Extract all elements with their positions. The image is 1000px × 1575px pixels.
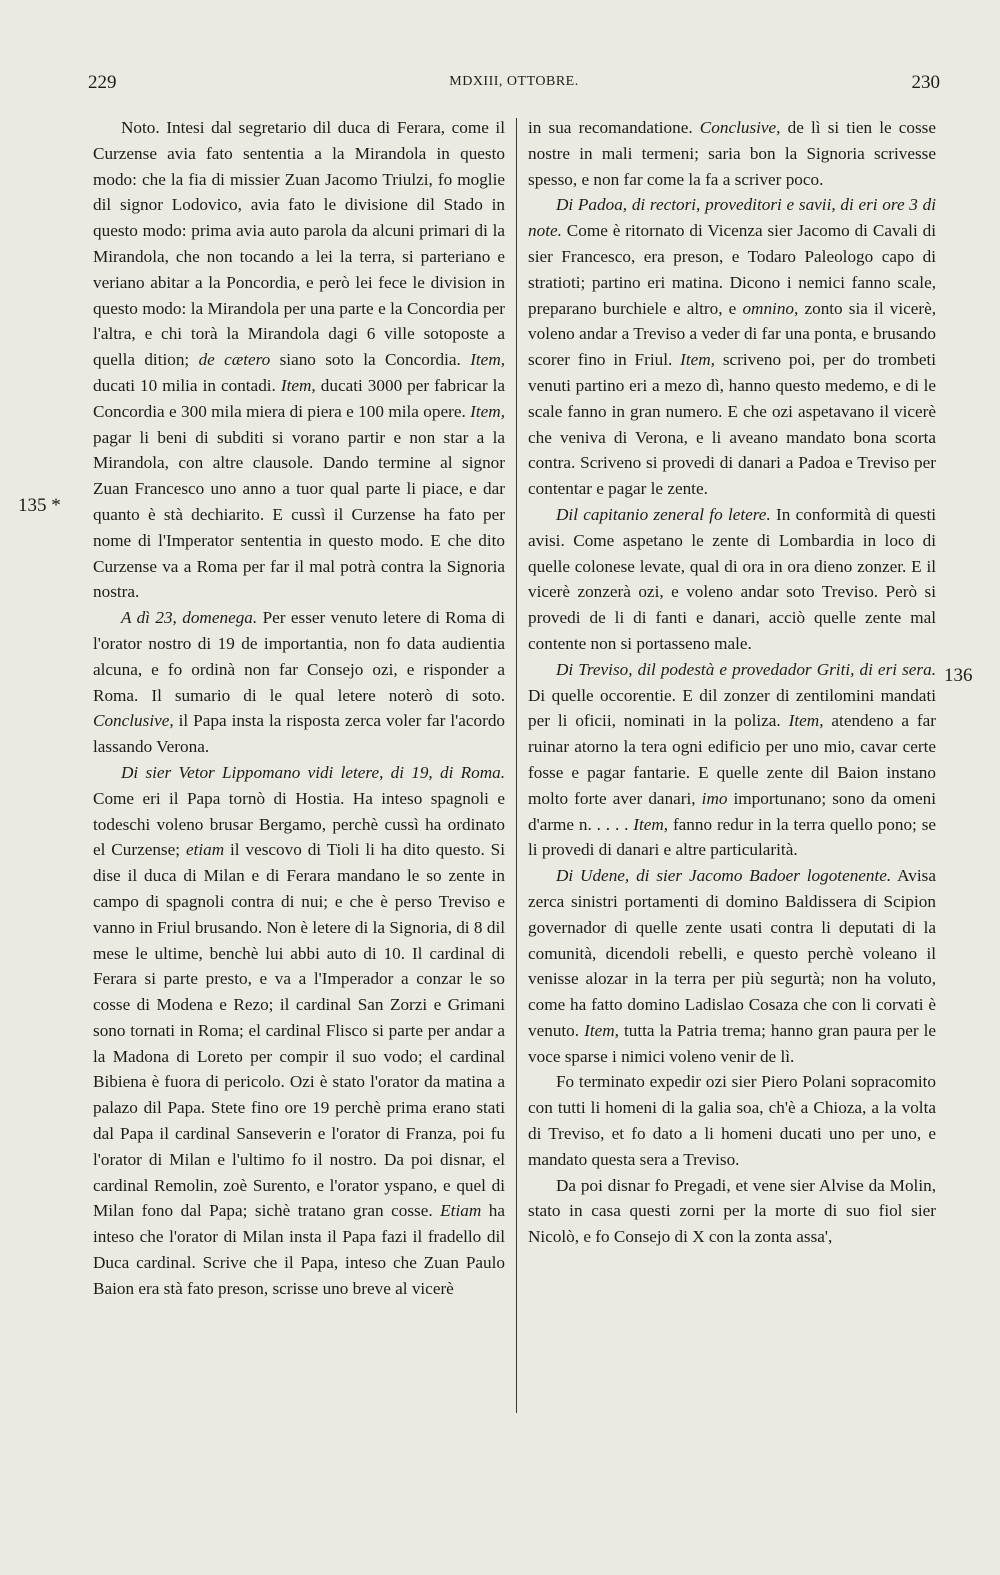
margin-note-right: 136 [944,665,973,686]
column-divider [516,118,517,1413]
right-column [528,115,936,1250]
paragraph: in sua recomandatione. Conclusive, de lì si tien le cosse nostre in mali termeni; saria bon la Signoria scrivesse spesso, e non far come la fa a scriver poco. [528,118,937,189]
running-title: MDXIII, OTTOBRE. [449,74,579,89]
paragraph: Dil capitanio zeneral fo letere. In conformità di questi avisi. Come aspetano le zente di Lombardia in loco di quelle colonese levate, qual di ora in ora dieno zonzer. E il vicerè zonzerà ozi, e voleno andar soto Treviso. Però si provedi de li di fanti e danari, acciò quelle zente mal contente non si portasseno male. [528,504,937,653]
paragraph: Da poi disnar fo Pregadi, et vene sier Alvise da Molin, stato in casa questi zorni per la morte di suo fiol sier Nicolò, e fo Consejo di X con la zonta assa', [528,1175,936,1247]
paragraph: Fo terminato expedir ozi sier Piero Polani sopracomito con tutti li homeni di la galia soa, ch'è a Chioza, a la volta di Treviso, et fo dato a li homeni ducati uno per uno, e mandato questa sera a Treviso. [528,1072,936,1169]
page-number-left: 229 [88,72,117,93]
margin-note-left: 135 * [18,495,61,516]
left-column [93,115,505,1302]
paragraph: Di Padoa, di rectori, proveditori e savii, di eri ore 3 di note. Come è ritornato di Vicenza sier Jacomo di Cavali di sier Francesco, era preson, e Todaro Paleologo capo di stratioti; partino eri matina. Dicono i nemici fanno scale, preparano burchiele e altro, e omnino, zonto sia il vicerè, voleno andar a Treviso a veder di far una ponta, e brusando scorer fino in Friul. Item, scriveno poi, per do trombeti venuti partino eri a mezo dì, hanno questo medemo, e di le scale fanno in gran numero. E che ozi aspetavano il vicerè che veniva di Verona, e li aveano mandato bona scorta contra. Scriveno si provedi di danari a Padoa e Treviso per contentar e pagar le zente. [528,195,937,499]
running-header [88,72,940,102]
paragraph: Noto. Intesi dal segretario dil duca di Ferara, come il Curzense avia fato sententia a la Mirandola in questo modo: che la fia di missier Zuan Jacomo Triulzi, fo moglie dil signor Lodovico, avia fato le divisione dil Stado in questo modo: prima avia auto parola da alcuni primari di la Mirandola, che non tocando a lei la terra, si parteriano e veriano abitar a la Poncordia, e però lei fece le division in questo modo: la Mirandola per una parte e la Concordia per l'altra, e chi torà la Mirandola dagi 6 ville sotoposte a quella dition; de cætero siano soto la Concordia. Item, ducati 10 milia in contadi. Item, ducati 3000 per fabricar la Concordia e 300 mila miera di piera e 100 mila opere. Item, pagar li beni di subditi si vorano partir e non star a la Mirandola, con altre clausole. Dando termine al signor Zuan Francesco uno anno a tuor qual parte li piace, e dar quanto è stà dechiarito. E cussì il Curzense ha fato per nome di l'Imperator sententia in questo modo. E che dito Curzense va a Roma per far il mal potrà contra la Signoria nostra. [93,118,506,602]
paragraph: Di sier Vetor Lippomano vidi letere, di 19, di Roma. Come eri il Papa tornò di Hostia. Ha inteso spagnoli e todeschi voleno brusar Bergamo, perchè cussì ha ordinato el Curzense; etiam il vescovo di Tioli li ha dito questo. Si dise il duca di Milan e di Ferara mandano le so zente in campo di spagnoli contra di nui; e che è perso Treviso e vanno in Friul brusando. Non è letere di la Signoria, di 8 dil mese le ultime, benchè lui abbi auto di 10. Il cardinal di Ferara si parte presto, e va a l'Imperador a conzar le so cosse di Modena e Rezo; il cardinal San Zorzi e Grimani sono tornati in Roma; el cardinal Flisco si parte per andar a la Madona di Loreto per compir il suo vodo; el cardinal Bibiena è fuora di pericolo. Ozi è stato l'orator da matina a palazo dil Papa. Stete fino ore 19 perchè prima erano stati dal Papa il cardinal Sanseverin e l'orator di Franza, poi fu l'orator di Milan e l'ultimo fo il nostro. Da poi disnar, el cardinal Remolin, zoè Surento, e l'orator yspano, e quel di Milan fono dal Papa; sichè tratano gran cosse. Etiam ha inteso che l'orator di Milan insta il Papa fazi il fradello dil Duca cardinal. Scrive che il Papa, inteso che Zuan Paulo Baion era stà fato preson, scrisse uno breve al vicerè [93,762,506,1298]
paragraph: Di Udene, di sier Jacomo Badoer logotenente. Avisa zerca sinistri portamenti di domino Baldissera di Scipion governador di quelle zente usati contra li deputati di la comunità, dicendoli rebelli, e questo perchè voleano il venisse alozar in la terra per più segurtà; non ha voluto, come ha fatto domino Ladislao Cosaza che con li corvati è venuto. Item, tutta la Patria trema; hanno gran paura per le voce sparse i nimici voleno venir de lì. [528,866,937,1066]
page-number-right: 230 [911,72,940,93]
paragraph: A dì 23, domenega. Per esser venuto letere di Roma di l'orator nostro di 19 de importantia, non fo data audientia alcuna, e fo ordinà non far Consejo ozi, e risponder a Roma. Il sumario di le qual letere noterò di soto. Conclusive, il Papa insta la risposta zerca voler far l'acordo lassando Verona. [93,608,506,757]
paragraph: Di Treviso, dil podestà e provedador Griti, di eri sera. Di quelle occorentie. E dil zonzer di zentilomini mandati per li oficii, nominati in la poliza. Item, atendeno a far ruinar atorno la tera ogni edificio per uno mio, cavar certe fosse e pagar fantarie. E quelle zente dil Baion instano molto forte aver danari, imo importunano; sono da omeni d'arme n. . . . . Item, fanno redur in la terra quello pono; se li provedi di danari e altre particularità. [528,659,937,860]
